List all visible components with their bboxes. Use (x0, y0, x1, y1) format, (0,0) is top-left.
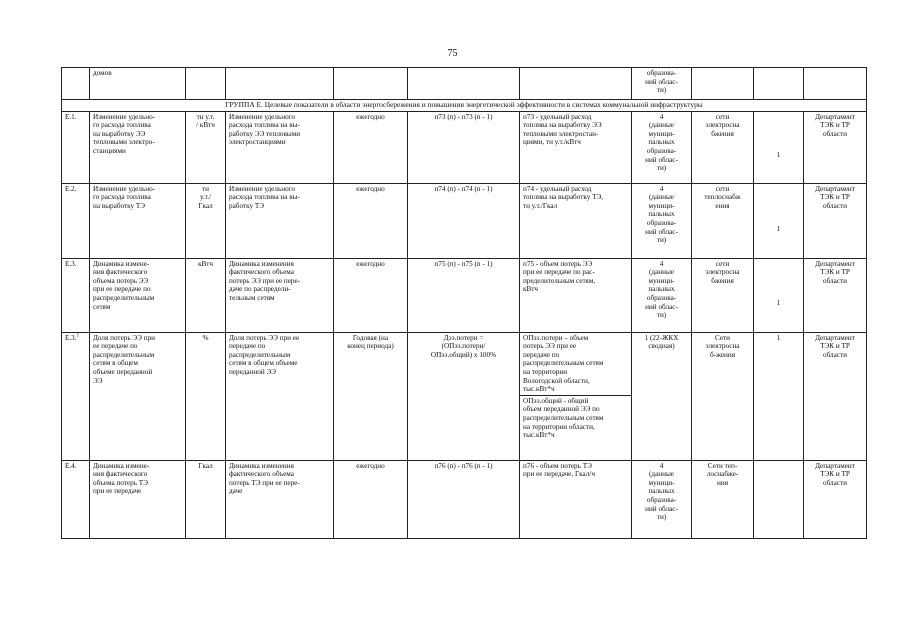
periodicity: ежегодно (334, 111, 408, 183)
group-header-row (62, 100, 867, 112)
unit: Гкал (186, 460, 226, 538)
unit: кВтч (186, 258, 226, 332)
formula: п73 (n) - п73 (n - 1) (408, 111, 520, 183)
formula: Дээ.потери = (ОПээ.потери/ ОПээ.общий) х 100% (408, 332, 520, 460)
value: 1 (754, 258, 804, 332)
periodicity: ежегодно (334, 183, 408, 258)
value: 1 (754, 332, 804, 460)
indicator-name: Изменение удельно- го расхода топлива на выработку ТЭ (90, 183, 186, 258)
formula: п74 (n) - п74 (n - 1) (408, 183, 520, 258)
formula: п75 (n) - п75 (n - 1) (408, 258, 520, 332)
row-code (62, 258, 90, 332)
indicator-description: Изменение удельного расхода топлива на вы- работку ТЭ (226, 183, 334, 258)
indicator-name: Доля потерь ЭЭ при ее передаче по распределительным сетям в общем объеме переданной ЭЭ (90, 332, 186, 460)
responsible: Департамент ТЭК и ТР области (804, 460, 867, 538)
periodicity: Годовая (на конец периода) (334, 332, 408, 460)
row-code (62, 460, 90, 538)
formula-description-part-2: ОПээ.общий - общий объем переданной ЭЭ по распределительным сетям на территории области, тыс.кВт*ч (520, 395, 631, 441)
row-code-superscript: 1 (76, 333, 80, 339)
table-row (62, 460, 867, 538)
row-code-text: Е.4. (65, 461, 77, 470)
row-code (62, 111, 90, 183)
indicator-description: Динамика изменения фактического объема потерь ТЭ при ее пере- даче (226, 460, 334, 538)
page-number: 75 (447, 48, 458, 59)
indicators-table (61, 67, 867, 539)
formula-description: п73 - удельный расход топлива на выработку ЭЭ тепловыми электростан- циями, тн у.т./кВтч (520, 111, 632, 183)
table-row (62, 111, 867, 183)
unit: тн у.т. / кВтч (186, 111, 226, 183)
infrastructure-sphere: сети электросна бжения (692, 258, 754, 332)
formula-description: п76 - объем потерь ТЭ при ее передаче, Гкал/ч (520, 460, 632, 538)
indicator-name: Изменение удельно- го расхода топлива на выработку ЭЭ тепловыми электро- станциями (90, 111, 186, 183)
table-row (62, 332, 867, 460)
infrastructure-sphere: сети электросна бжения (692, 111, 754, 183)
responsible: Департамент ТЭК и ТР области (804, 258, 867, 332)
data-source: 4 (данные муници- пальных образова- ний облас- ти) (632, 183, 692, 258)
formula-description: п74 - удельный расход топлива на выработку ТЭ, тн у.т./Гкал (520, 183, 632, 258)
row-code-text: Е.3. (65, 259, 77, 268)
responsible: Департамент ТЭК и ТР области (804, 183, 867, 258)
responsible: Департамент ТЭК и ТР области (804, 111, 867, 183)
row-code-text: Е.1. (65, 112, 77, 121)
group-title: ГРУППА Е. Целевые показатели в области энергосбережения и повышения энергетической эффективности в системах коммунальной инфраструктуры (62, 100, 867, 112)
periodicity: ежегодно (334, 258, 408, 332)
continuation-indicator: домов (90, 68, 186, 100)
data-source: 4 (данные муници- пальных образова- ний облас- ти) (632, 258, 692, 332)
infrastructure-sphere: сети теплоснабж ения (692, 183, 754, 258)
formula-description-part-1: ОПээ.потери – объем потерь ЭЭ при ее передаче по распределительным сетям на территории Вологодской области, тыс.кВт*ч (523, 333, 604, 394)
formula: п76 (n) - п76 (n - 1) (408, 460, 520, 538)
indicator-description: Доля потерь ЭЭ при ее передаче по распределительным сетям в общем объеме переданной ЭЭ (226, 332, 334, 460)
table-row (62, 258, 867, 332)
data-source: 1 (22-ЖКХ сводная) (632, 332, 692, 460)
data-source: 4 (данные муници- пальных образова- ний облас- ти) (632, 111, 692, 183)
table-row (62, 183, 867, 258)
value: 1 (754, 183, 804, 258)
indicator-description: Изменение удельного расхода топлива на вы- работку ЭЭ тепловыми электростанциями (226, 111, 334, 183)
periodicity: ежегодно (334, 460, 408, 538)
infrastructure-sphere: Сети электросна б-жения (692, 332, 754, 460)
row-code (62, 332, 90, 460)
continuation-row (62, 68, 867, 100)
indicator-description: Динамика изменения фактического объема потерь ЭЭ при ее пере- даче по распредели- тельным сетям (226, 258, 334, 332)
row-code (62, 183, 90, 258)
formula-description: п75 - объем потерь ЭЭ при ее передаче по рас- пределительным сетям, кВтч (520, 258, 632, 332)
unit: % (186, 332, 226, 460)
indicator-name: Динамика измене- ния фактического объема потерь ТЭ при ее передаче (90, 460, 186, 538)
indicator-name: Динамика измене- ния фактического объема потерь ЭЭ при ее передаче по распределительным сетям (90, 258, 186, 332)
row-code-text: Е.2. (65, 184, 77, 193)
responsible: Департамент ТЭК и ТР области (804, 332, 867, 460)
infrastructure-sphere: Сети теп- лоснабже- ния (692, 460, 754, 538)
value (754, 460, 804, 538)
value: 1 (754, 111, 804, 183)
row-code-text: Е.3. (65, 333, 77, 342)
unit: тн у.т./ Гкал (186, 183, 226, 258)
data-source: 4 (данные муници- пальных образова- ний облас- ти) (632, 460, 692, 538)
formula-description (520, 332, 632, 460)
continuation-source: образова- ний облас- ти) (632, 68, 692, 100)
